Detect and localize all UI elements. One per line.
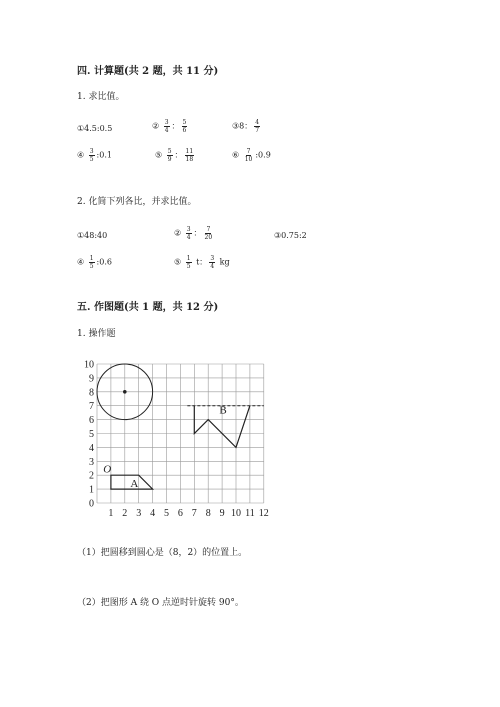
- y-tick-label: 1: [89, 484, 94, 496]
- coordinate-grid-figure: [70, 355, 280, 525]
- x-tick-label: 2: [122, 508, 128, 519]
- y-tick-label: 5: [89, 429, 94, 440]
- question-2-label: 2. 化简下列各比，并求比值。: [77, 197, 197, 207]
- x-tick-label: 8: [205, 508, 211, 519]
- label-b: B: [219, 404, 227, 417]
- x-tick-label: 6: [177, 508, 183, 519]
- y-tick-label: 7: [89, 401, 94, 413]
- q1-item-3: ③8： $\frac{4}{7}$: [232, 119, 260, 134]
- y-tick-label: 10: [84, 359, 94, 371]
- x-tick-label: 11: [245, 508, 255, 519]
- y-tick-label: 9: [89, 373, 94, 385]
- question-1-label: 1. 求比值。: [77, 92, 125, 102]
- y-tick-label: 3: [89, 456, 94, 468]
- instruction-2: （2）把图形 A 绕 O 点逆时针旋转 90°。: [77, 598, 244, 608]
- section-5-title: 五. 作图题(共 1 题，共 12 分): [77, 302, 219, 313]
- q2-item-3: ③0.75:2: [274, 231, 307, 240]
- x-tick-label: 7: [191, 508, 197, 519]
- y-tick-label: 4: [89, 442, 94, 454]
- x-tick-label: 1: [108, 508, 114, 519]
- q1-item-5: ⑤ $\frac{5}{9}$ ： $\frac{11}{18}$: [155, 148, 194, 163]
- y-tick-label: 0: [89, 498, 94, 510]
- y-tick-label: 6: [89, 415, 94, 427]
- instruction-1: （1）把圆移到圆心是（8，2）的位置上。: [77, 548, 248, 558]
- q2-item-2: ② $\frac{3}{4}$ ： $\frac{7}{20}$: [174, 226, 213, 241]
- circle-center-dot: [123, 390, 127, 394]
- label-a: A: [130, 478, 139, 491]
- x-tick-label: 4: [150, 508, 156, 519]
- q2-item-1: ①48:40: [77, 231, 108, 240]
- x-tick-label: 10: [231, 508, 241, 519]
- x-tick-label: 12: [258, 508, 269, 519]
- question-5-1-label: 1. 操作题: [77, 329, 116, 339]
- q1-item-2: ② $\frac{3}{4}$ ： $\frac{5}{6}$: [152, 119, 187, 134]
- y-tick-label: 2: [89, 470, 94, 482]
- q2-item-5: ⑤ $\frac{1}{5}$ t： $\frac{3}{4}$ kg: [174, 255, 230, 270]
- q2-item-4: ④ $\frac{1}{5}$ :0.6: [77, 255, 112, 270]
- y-tick-label: 8: [89, 387, 94, 399]
- label-o: O: [103, 463, 112, 476]
- q1-item-6: ⑥ $\frac{7}{10}$ :0.9: [232, 148, 271, 163]
- q1-item-4: ④ $\frac{3}{5}$ :0.1: [77, 148, 112, 163]
- section-4-title: 四. 计算题(共 2 题，共 11 分): [77, 66, 219, 77]
- x-tick-label: 9: [219, 508, 225, 519]
- q1-item-1: ①4.5:0.5: [77, 124, 113, 133]
- x-tick-label: 5: [164, 508, 169, 519]
- x-tick-label: 3: [136, 508, 142, 519]
